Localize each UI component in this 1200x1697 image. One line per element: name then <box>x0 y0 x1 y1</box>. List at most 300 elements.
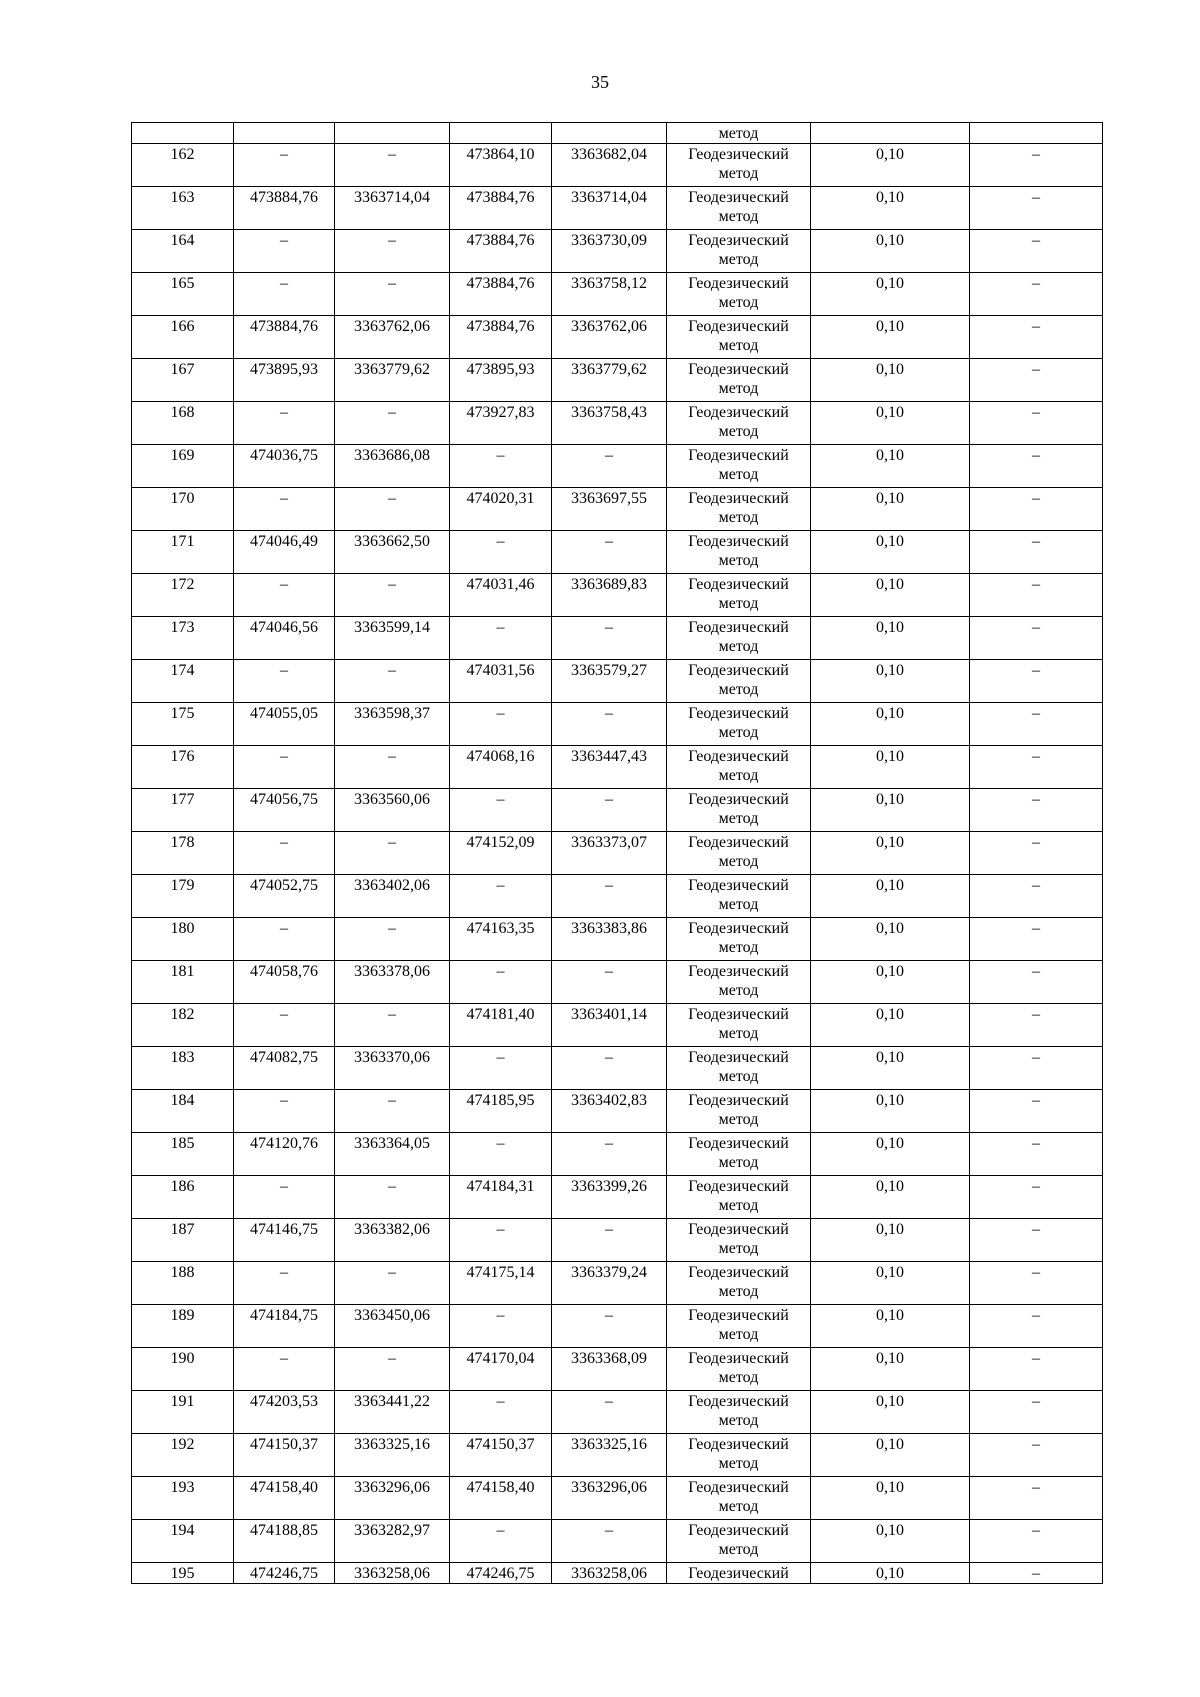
cell-method <box>667 1219 811 1262</box>
cell-accuracy <box>811 1133 970 1176</box>
cell-y-existing-value: 3363560,06 <box>354 791 430 808</box>
cell-y-existing <box>335 789 450 832</box>
cell-x-existing <box>234 875 335 918</box>
cell-y-existing <box>335 660 450 703</box>
method-line-2: метод <box>718 939 759 956</box>
method-line-1: Геодезический <box>688 490 789 507</box>
cell-x-new <box>450 359 552 402</box>
cell-x-new-value: – <box>496 791 505 808</box>
table-body <box>132 123 1103 1584</box>
cell-accuracy-value: 0,10 <box>876 1135 904 1152</box>
cell-point-number <box>132 1477 234 1520</box>
cell-x-new <box>450 1477 552 1520</box>
cell-x-existing <box>234 488 335 531</box>
cell-point-number <box>132 961 234 1004</box>
cell-y-new-value: 3363325,16 <box>571 1436 647 1453</box>
cell-x-existing <box>234 1520 335 1563</box>
cell-accuracy-value: 0,10 <box>876 447 904 464</box>
cell-description-value: – <box>1032 877 1040 894</box>
cell-x-existing-value: – <box>280 275 288 292</box>
cell-method <box>667 1477 811 1520</box>
cell-x-new <box>450 875 552 918</box>
cell-x-new-value: 474170,04 <box>466 1350 535 1367</box>
table-row <box>132 1477 1103 1520</box>
cell-method <box>667 961 811 1004</box>
cell-y-new <box>552 1090 667 1133</box>
cell-x-existing <box>234 617 335 660</box>
table-row <box>132 230 1103 273</box>
method-line-1: Геодезический <box>688 705 789 722</box>
cell-x-new-value: 473884,76 <box>466 189 535 206</box>
method-line-1: Геодезический <box>688 1479 789 1496</box>
cell-y-existing <box>335 187 450 230</box>
cell-x-existing <box>234 316 335 359</box>
cell-accuracy-value: 0,10 <box>876 791 904 808</box>
cell-y-existing-value: 3363382,06 <box>354 1221 430 1238</box>
cell-point-number <box>132 1004 234 1047</box>
cell-y-new-value: – <box>605 1135 613 1152</box>
method-line-1: Геодезический <box>688 1264 789 1281</box>
cell-x-existing-value: – <box>280 1006 288 1023</box>
cell-x-existing-value: 474058,76 <box>250 963 318 980</box>
cell-accuracy <box>811 359 970 402</box>
table-row <box>132 1520 1103 1563</box>
table-row <box>132 918 1103 961</box>
cell-y-new-value: 3363258,06 <box>571 1565 647 1582</box>
cell-description-value: – <box>1032 189 1040 206</box>
cell-accuracy <box>811 1348 970 1391</box>
method-line-2: метод <box>718 1498 759 1515</box>
method-line-2: метод <box>718 1154 759 1171</box>
cell-point-number <box>132 1219 234 1262</box>
cell-description-value: – <box>1032 1436 1040 1453</box>
cell-y-existing-value: – <box>388 748 396 765</box>
cell-x-existing-value: 474150,37 <box>250 1436 318 1453</box>
cell-accuracy <box>811 918 970 961</box>
cell-y-existing-value: – <box>388 1350 396 1367</box>
cell-point-number-value: 162 <box>170 146 195 163</box>
cell-accuracy-value: 0,10 <box>876 404 904 421</box>
cell-x-new <box>450 1434 552 1477</box>
cell-description <box>970 445 1103 488</box>
cell-y-existing-value: 3363762,06 <box>354 318 430 335</box>
cell-point-number <box>132 187 234 230</box>
cell-y-existing <box>335 832 450 875</box>
cell-method <box>667 1305 811 1348</box>
cell-description-value: – <box>1032 1565 1040 1582</box>
cell-description <box>970 1133 1103 1176</box>
cell-y-existing <box>335 1262 450 1305</box>
cell-x-new <box>450 832 552 875</box>
cell-point-number-value: 163 <box>170 189 195 206</box>
cell-point-number <box>132 1563 234 1584</box>
cell-y-new <box>552 445 667 488</box>
table-row <box>132 1219 1103 1262</box>
cell-method <box>667 1391 811 1434</box>
method-line-2: метод <box>718 552 759 569</box>
cell-point-number-value: 173 <box>170 619 195 636</box>
cell-accuracy-value: 0,10 <box>876 1393 904 1410</box>
table-row <box>132 1176 1103 1219</box>
cell-point-number-value: 180 <box>170 920 195 937</box>
cell-accuracy <box>811 1391 970 1434</box>
cell-accuracy <box>811 230 970 273</box>
cell-accuracy-value: 0,10 <box>876 1522 904 1539</box>
table-row <box>132 1305 1103 1348</box>
cell-x-new <box>450 144 552 187</box>
cell-y-new <box>552 1262 667 1305</box>
cell-x-existing <box>234 187 335 230</box>
cell-x-existing <box>234 1133 335 1176</box>
cell-description <box>970 402 1103 445</box>
cell-y-new-value: 3363762,06 <box>571 318 647 335</box>
table-row <box>132 273 1103 316</box>
method-line-1: Геодезический <box>688 1522 789 1539</box>
cell-accuracy-value: 0,10 <box>876 146 904 163</box>
method-line-1: Геодезический <box>688 1565 789 1582</box>
cell-y-new-value: 3363296,06 <box>571 1479 647 1496</box>
cell-y-new-value: – <box>605 791 613 808</box>
cell-point-number <box>132 1391 234 1434</box>
cell-y-existing <box>335 961 450 1004</box>
cell-description <box>970 531 1103 574</box>
cell-point-number <box>132 1047 234 1090</box>
cell-method <box>667 230 811 273</box>
cell-x-new <box>450 1004 552 1047</box>
cell-x-existing <box>234 789 335 832</box>
method-line-1: Геодезический <box>688 748 789 765</box>
cell-y-new <box>552 359 667 402</box>
cell-x-existing-value: 473895,93 <box>250 361 318 378</box>
cell-y-existing-value: 3363441,22 <box>354 1393 430 1410</box>
cell-x-new <box>450 617 552 660</box>
cell-point-number <box>132 230 234 273</box>
cell-method <box>667 1090 811 1133</box>
cell-point-number <box>132 832 234 875</box>
cell-y-new-value: 3363758,12 <box>571 275 647 292</box>
cell-point-number-value: 167 <box>170 361 195 378</box>
cell-point-number <box>132 1176 234 1219</box>
cell-x-new-value: 474068,16 <box>466 748 535 765</box>
cell-x-new <box>450 1047 552 1090</box>
cell-y-existing <box>335 1133 450 1176</box>
cell-x-existing <box>234 230 335 273</box>
cell-description-value: – <box>1032 232 1040 249</box>
cell-point-number-value: 176 <box>170 748 195 765</box>
cell-y-new-value: 3363402,83 <box>571 1092 647 1109</box>
cell-method <box>667 1262 811 1305</box>
cell-x-new <box>450 273 552 316</box>
cell-point-number-value: 182 <box>170 1006 195 1023</box>
cell-y-new <box>552 961 667 1004</box>
cell-description <box>970 832 1103 875</box>
cell-point-number <box>132 359 234 402</box>
method-line-2: метод <box>718 208 759 225</box>
cell-point-number <box>132 574 234 617</box>
cell-y-new-value: – <box>605 877 613 894</box>
cell-accuracy <box>811 531 970 574</box>
cell-accuracy <box>811 1176 970 1219</box>
cell-x-new-value: – <box>496 1307 505 1324</box>
method-line-1: Геодезический <box>688 576 789 593</box>
cell-description-value: – <box>1032 533 1040 550</box>
cell-y-existing <box>335 1090 450 1133</box>
cell-y-new <box>552 230 667 273</box>
cell-x-new-value: – <box>496 1221 505 1238</box>
cell-x-new-value: 474152,09 <box>466 834 535 851</box>
cell-x-existing-value: – <box>280 232 288 249</box>
cell-y-new <box>552 789 667 832</box>
cell-description <box>970 789 1103 832</box>
cell-y-new-value: 3363383,86 <box>571 920 647 937</box>
cell-x-existing <box>234 1176 335 1219</box>
cell-y-new <box>552 1219 667 1262</box>
cell-y-new-value: 3363730,09 <box>571 232 647 249</box>
cell-description <box>970 574 1103 617</box>
cell-y-existing <box>335 1520 450 1563</box>
cell-point-number <box>132 1305 234 1348</box>
cell-x-new <box>450 1176 552 1219</box>
method-line-2: метод <box>718 724 759 741</box>
cell-x-new-value: 474184,31 <box>466 1178 535 1195</box>
method-line-2: метод <box>718 853 759 870</box>
cell-y-new-value: 3363579,27 <box>571 662 647 679</box>
cell-x-new <box>450 1305 552 1348</box>
cell-x-new <box>450 187 552 230</box>
cell-x-new <box>450 1563 552 1584</box>
cell-y-new-value: – <box>605 963 613 980</box>
cell-x-existing-value: 474120,76 <box>250 1135 318 1152</box>
cell-x-existing <box>234 1262 335 1305</box>
cell-x-new <box>450 789 552 832</box>
cell-description <box>970 746 1103 789</box>
cell-x-new <box>450 961 552 1004</box>
cell-x-existing <box>234 402 335 445</box>
cell-accuracy-value: 0,10 <box>876 275 904 292</box>
cell-description <box>970 1219 1103 1262</box>
cell-x-new <box>450 918 552 961</box>
method-line-1: Геодезический <box>688 963 789 980</box>
cell-y-existing <box>335 1176 450 1219</box>
cell-x-existing-value: 474055,05 <box>250 705 318 722</box>
cell-x-existing-value: – <box>280 834 288 851</box>
table-row <box>132 1391 1103 1434</box>
cell-y-new <box>552 1133 667 1176</box>
cell-accuracy <box>811 1520 970 1563</box>
cell-accuracy-value: 0,10 <box>876 1565 904 1582</box>
cell-accuracy-value: 0,10 <box>876 877 904 894</box>
cell-x-new-value: 473864,10 <box>466 146 535 163</box>
cell-x-existing-value: 474188,85 <box>250 1522 318 1539</box>
cell-point-number <box>132 1090 234 1133</box>
cell-y-existing-value: – <box>388 920 396 937</box>
cell-accuracy <box>811 961 970 1004</box>
cell-x-existing-value: 474046,49 <box>250 533 318 550</box>
cell-y-existing-value: 3363779,62 <box>354 361 430 378</box>
cell-point-number <box>132 445 234 488</box>
cell-x-new <box>450 316 552 359</box>
cell-y-new <box>552 1176 667 1219</box>
cell-accuracy <box>811 1477 970 1520</box>
cell-x-existing <box>234 1434 335 1477</box>
table-row <box>132 703 1103 746</box>
cell-x-new-value: 474150,37 <box>466 1436 535 1453</box>
cell-x-existing <box>234 1004 335 1047</box>
cell-point-number <box>132 1348 234 1391</box>
cell-x-existing <box>234 359 335 402</box>
cell-point-number-value: 195 <box>170 1565 195 1582</box>
cell-y-new-value: 3363779,62 <box>571 361 647 378</box>
cell-accuracy-value: 0,10 <box>876 189 904 206</box>
cell-x-new-value: 473884,76 <box>466 232 535 249</box>
method-line-2: метод <box>718 896 759 913</box>
method-line-2: метод <box>718 681 759 698</box>
cell-description-value: – <box>1032 791 1040 808</box>
cell-x-new <box>450 1133 552 1176</box>
page-number: 35 <box>591 72 609 92</box>
cell-y-new-value: 3363697,55 <box>571 490 647 507</box>
cell-description-value: – <box>1032 1135 1040 1152</box>
table-row <box>132 1047 1103 1090</box>
cell-x-new <box>450 230 552 273</box>
cell-x-existing-value: – <box>280 920 288 937</box>
cell-accuracy <box>811 316 970 359</box>
cell-point-number-value: 175 <box>170 705 195 722</box>
method-line-1: Геодезический <box>688 146 789 163</box>
cell-accuracy <box>811 1047 970 1090</box>
table-row <box>132 1563 1103 1584</box>
method-line-2: метод <box>718 165 759 182</box>
table-row <box>132 1133 1103 1176</box>
method-line-1: Геодезический <box>688 275 789 292</box>
cell-y-existing-value: 3363662,50 <box>354 533 430 550</box>
table-row <box>132 617 1103 660</box>
cell-x-existing <box>234 918 335 961</box>
cell-y-existing-value: 3363714,04 <box>354 189 430 206</box>
cell-accuracy-value: 0,10 <box>876 705 904 722</box>
cell-y-new-value: 3363401,14 <box>571 1006 647 1023</box>
cell-method <box>667 445 811 488</box>
cell-x-new-value: 474246,75 <box>466 1565 535 1582</box>
cell-description <box>970 918 1103 961</box>
cell-y-new-value: 3363447,43 <box>571 748 647 765</box>
cell-x-new-value: – <box>496 705 505 722</box>
cell-accuracy <box>811 488 970 531</box>
cell-y-existing <box>335 1305 450 1348</box>
method-line-2: метод <box>718 1412 759 1429</box>
cell-point-number <box>132 875 234 918</box>
method-line-2: метод <box>718 380 759 397</box>
cell-x-existing-value: – <box>280 490 288 507</box>
cell-description <box>970 1348 1103 1391</box>
cell-x-new <box>450 488 552 531</box>
cell-y-new-value: – <box>605 1393 613 1410</box>
cell-accuracy-value: 0,10 <box>876 963 904 980</box>
cell-x-new <box>450 531 552 574</box>
cell-accuracy <box>811 402 970 445</box>
cell-method <box>667 1434 811 1477</box>
cell-y-new-value: 3363373,07 <box>571 834 647 851</box>
cell-point-number-value: 190 <box>170 1350 195 1367</box>
cell-accuracy <box>811 1305 970 1348</box>
cell-description-value: – <box>1032 447 1040 464</box>
cell-description-value: – <box>1032 361 1040 378</box>
cell-point-number-value: 168 <box>170 404 195 421</box>
cell-y-new <box>552 1434 667 1477</box>
cell-point-number-value: 193 <box>170 1479 195 1496</box>
cell-accuracy-value: 0,10 <box>876 1049 904 1066</box>
cell-x-existing <box>234 1391 335 1434</box>
cell-y-existing-value: – <box>388 834 396 851</box>
cell-x-new-value: 474175,14 <box>466 1264 535 1281</box>
cell-x-existing-value: – <box>280 146 288 163</box>
method-line-1: Геодезический <box>688 834 789 851</box>
cell-x-existing <box>234 1348 335 1391</box>
cell-accuracy <box>811 445 970 488</box>
method-line-2: метод <box>718 423 759 440</box>
cell-x-existing <box>234 1219 335 1262</box>
method-line-2: метод <box>718 1240 759 1257</box>
cell-x-existing <box>234 1563 335 1584</box>
cell-point-number <box>132 316 234 359</box>
cell-accuracy <box>811 789 970 832</box>
cell-accuracy <box>811 1090 970 1133</box>
cell-description <box>970 1047 1103 1090</box>
method-line-2: метод <box>718 1326 759 1343</box>
cell-accuracy <box>811 1004 970 1047</box>
cell-y-existing-value: – <box>388 275 396 292</box>
cell-description-value: – <box>1032 1178 1040 1195</box>
method-line-2: метод <box>718 1025 759 1042</box>
cell-x-new-value: – <box>496 619 505 636</box>
cell-accuracy-value: 0,10 <box>876 619 904 636</box>
cell-description <box>970 1262 1103 1305</box>
cell-description-value: – <box>1032 619 1040 636</box>
coordinates-table <box>131 122 1103 1584</box>
cell-y-existing-value: – <box>388 490 396 507</box>
cell-y-existing-value: – <box>388 404 396 421</box>
cell-method <box>667 1348 811 1391</box>
cell-x-new-value: 474020,31 <box>466 490 535 507</box>
cell-point-number-value: 191 <box>170 1393 195 1410</box>
cell-x-existing <box>234 144 335 187</box>
cell-x-new <box>450 402 552 445</box>
cell-x-new <box>450 1090 552 1133</box>
method-line-2: метод <box>718 1369 759 1386</box>
cell-point-number-value: 187 <box>170 1221 195 1238</box>
cell-accuracy <box>811 1219 970 1262</box>
cell-description-value: – <box>1032 576 1040 593</box>
cell-accuracy <box>811 875 970 918</box>
cell-description-value: – <box>1032 705 1040 722</box>
method-line-1: Геодезический <box>688 791 789 808</box>
cell-x-existing-value: – <box>280 1350 288 1367</box>
cell-y-existing <box>335 1004 450 1047</box>
cell-point-number-value: 171 <box>170 533 195 550</box>
cell-y-new-value: 3363758,43 <box>571 404 647 421</box>
cell-accuracy-value: 0,10 <box>876 1221 904 1238</box>
method-line-1: Геодезический <box>688 1221 789 1238</box>
cell-accuracy-value: 0,10 <box>876 1307 904 1324</box>
cell-accuracy-value: 0,10 <box>876 361 904 378</box>
method-line-2: метод <box>718 1197 759 1214</box>
cell-description <box>970 1520 1103 1563</box>
cell-description <box>970 1477 1103 1520</box>
cell-y-new <box>552 918 667 961</box>
method-line-2: метод <box>718 1283 759 1300</box>
cell-y-existing <box>335 746 450 789</box>
cell-description <box>970 230 1103 273</box>
